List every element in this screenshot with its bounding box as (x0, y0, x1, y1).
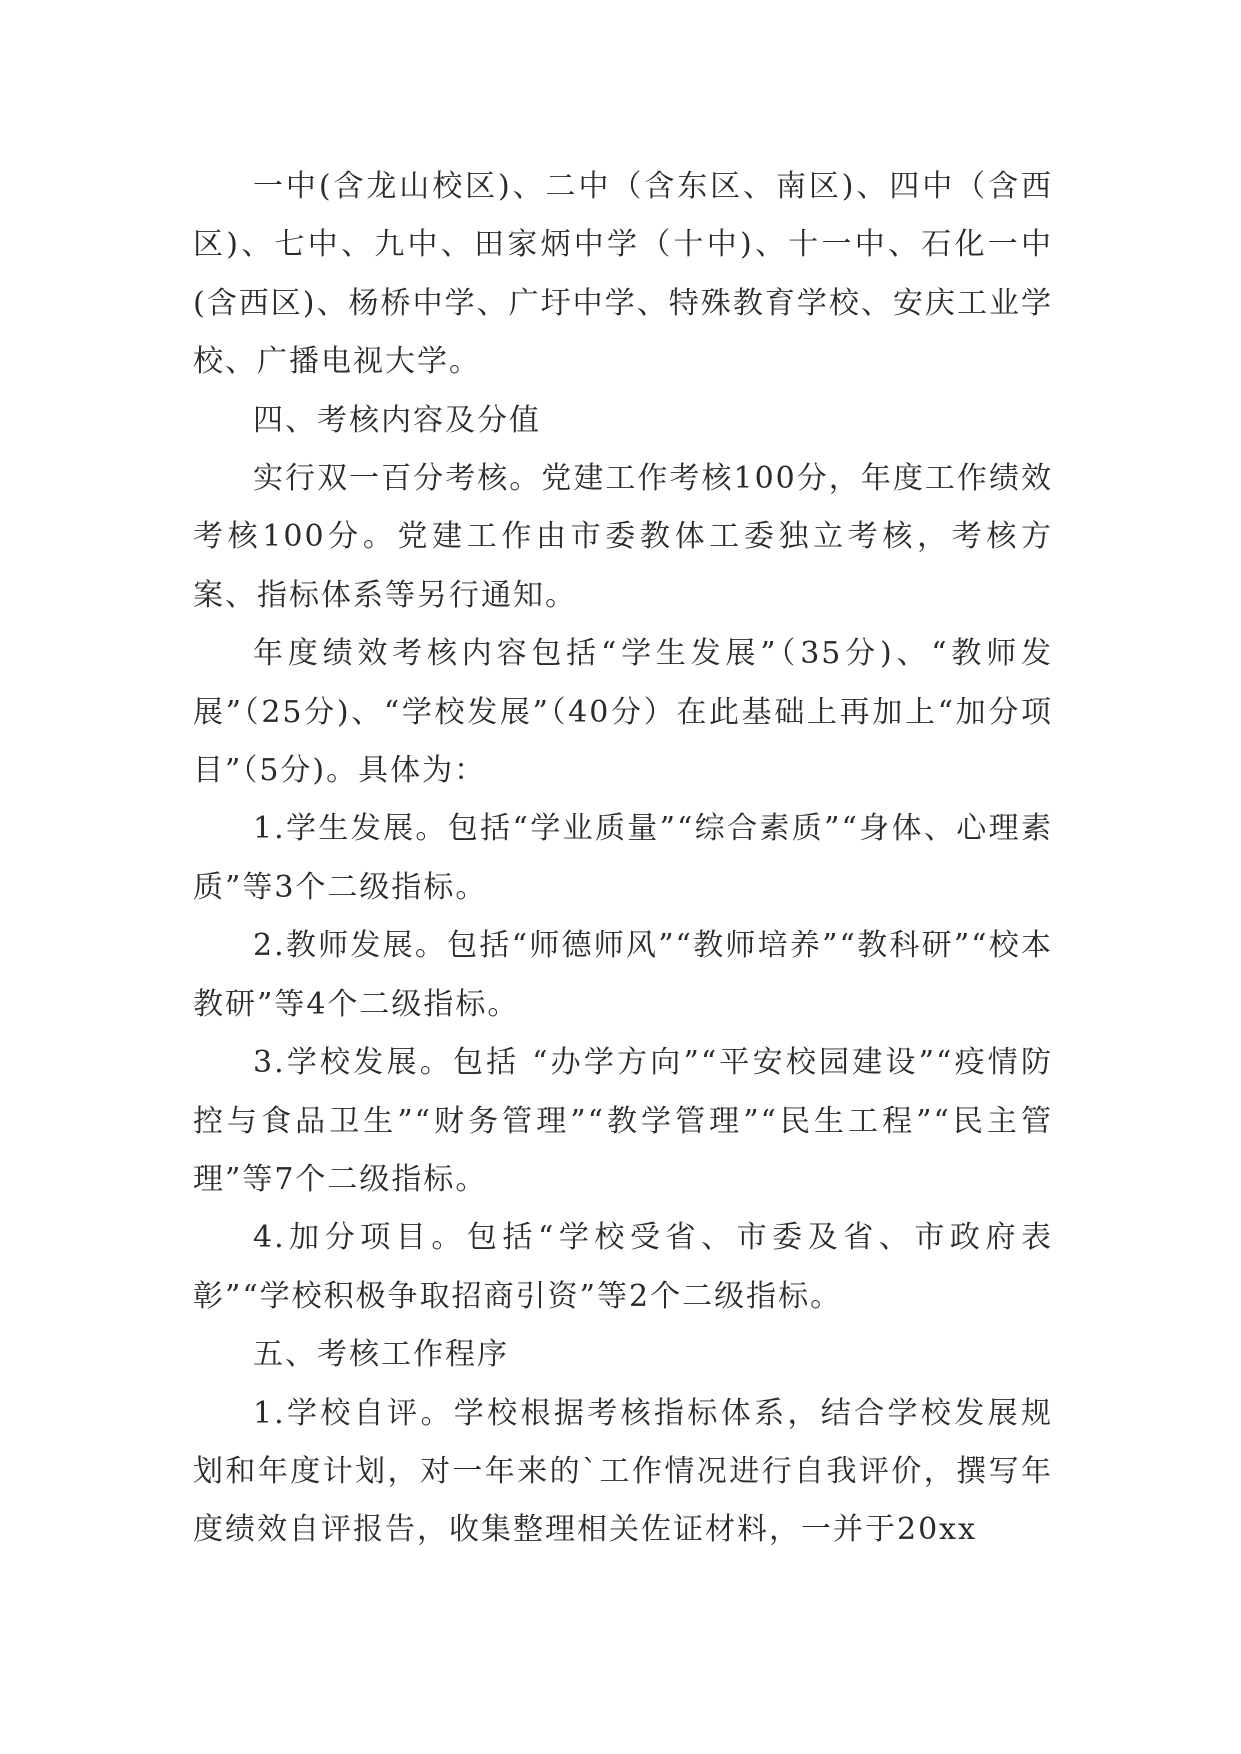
annual-performance-paragraph: 年度绩效考核内容包括“学生发展”（35分)、“教师发展”（25分)、“学校发展”（40分）在此基础上再加上“加分项目”（5分)。具体为： (193, 636, 1053, 789)
item-bonus-points: 4.加分项目。包括“学校受省、市委及省、市政府表彰”“学校积极争取招商引资”等2个二级指标。 (193, 1220, 1053, 1314)
school-list-paragraph: 一中(含龙山校区)、二中（含东区、南区)、四中（含西区)、七中、九中、田家炳中学（十中)、十一中、石化一中(含西区)、杨桥中学、广圩中学、特殊教育学校、安庆工业学校、广播电视大学。 (193, 169, 1053, 380)
dual-hundred-paragraph: 实行双一百分考核。党建工作考核100分，年度工作绩效考核100分。党建工作由市委教体工委独立考核，考核方案、指标体系等另行通知。 (193, 461, 1053, 613)
section-heading-procedure: 五、考核工作程序 (253, 1337, 509, 1373)
section-heading-assessment-content: 四、考核内容及分值 (253, 402, 541, 438)
item-student-development: 1.学生发展。包括“学业质量”“综合素质”“身体、心理素质”等3个二级指标。 (193, 811, 1053, 905)
item-teacher-development: 2.教师发展。包括“师德师风”“教师培养”“教科研”“校本教研”等4个二级指标。 (193, 928, 1053, 1022)
item-self-evaluation: 1.学校自评。学校根据考核指标体系，结合学校发展规划和年度计划，对一年来的`工作情况进行自我评价，撰写年度绩效自评报告，收集整理相关佐证材料，一并于20xx (193, 1395, 1053, 1548)
item-school-development: 3.学校发展。包括 “办学方向”“平安校园建设”“疫情防控与食品卫生”“财务管理”“教学管理”“民生工程”“民主管理”等7个二级指标。 (193, 1045, 1053, 1197)
document-body (193, 158, 1053, 1560)
